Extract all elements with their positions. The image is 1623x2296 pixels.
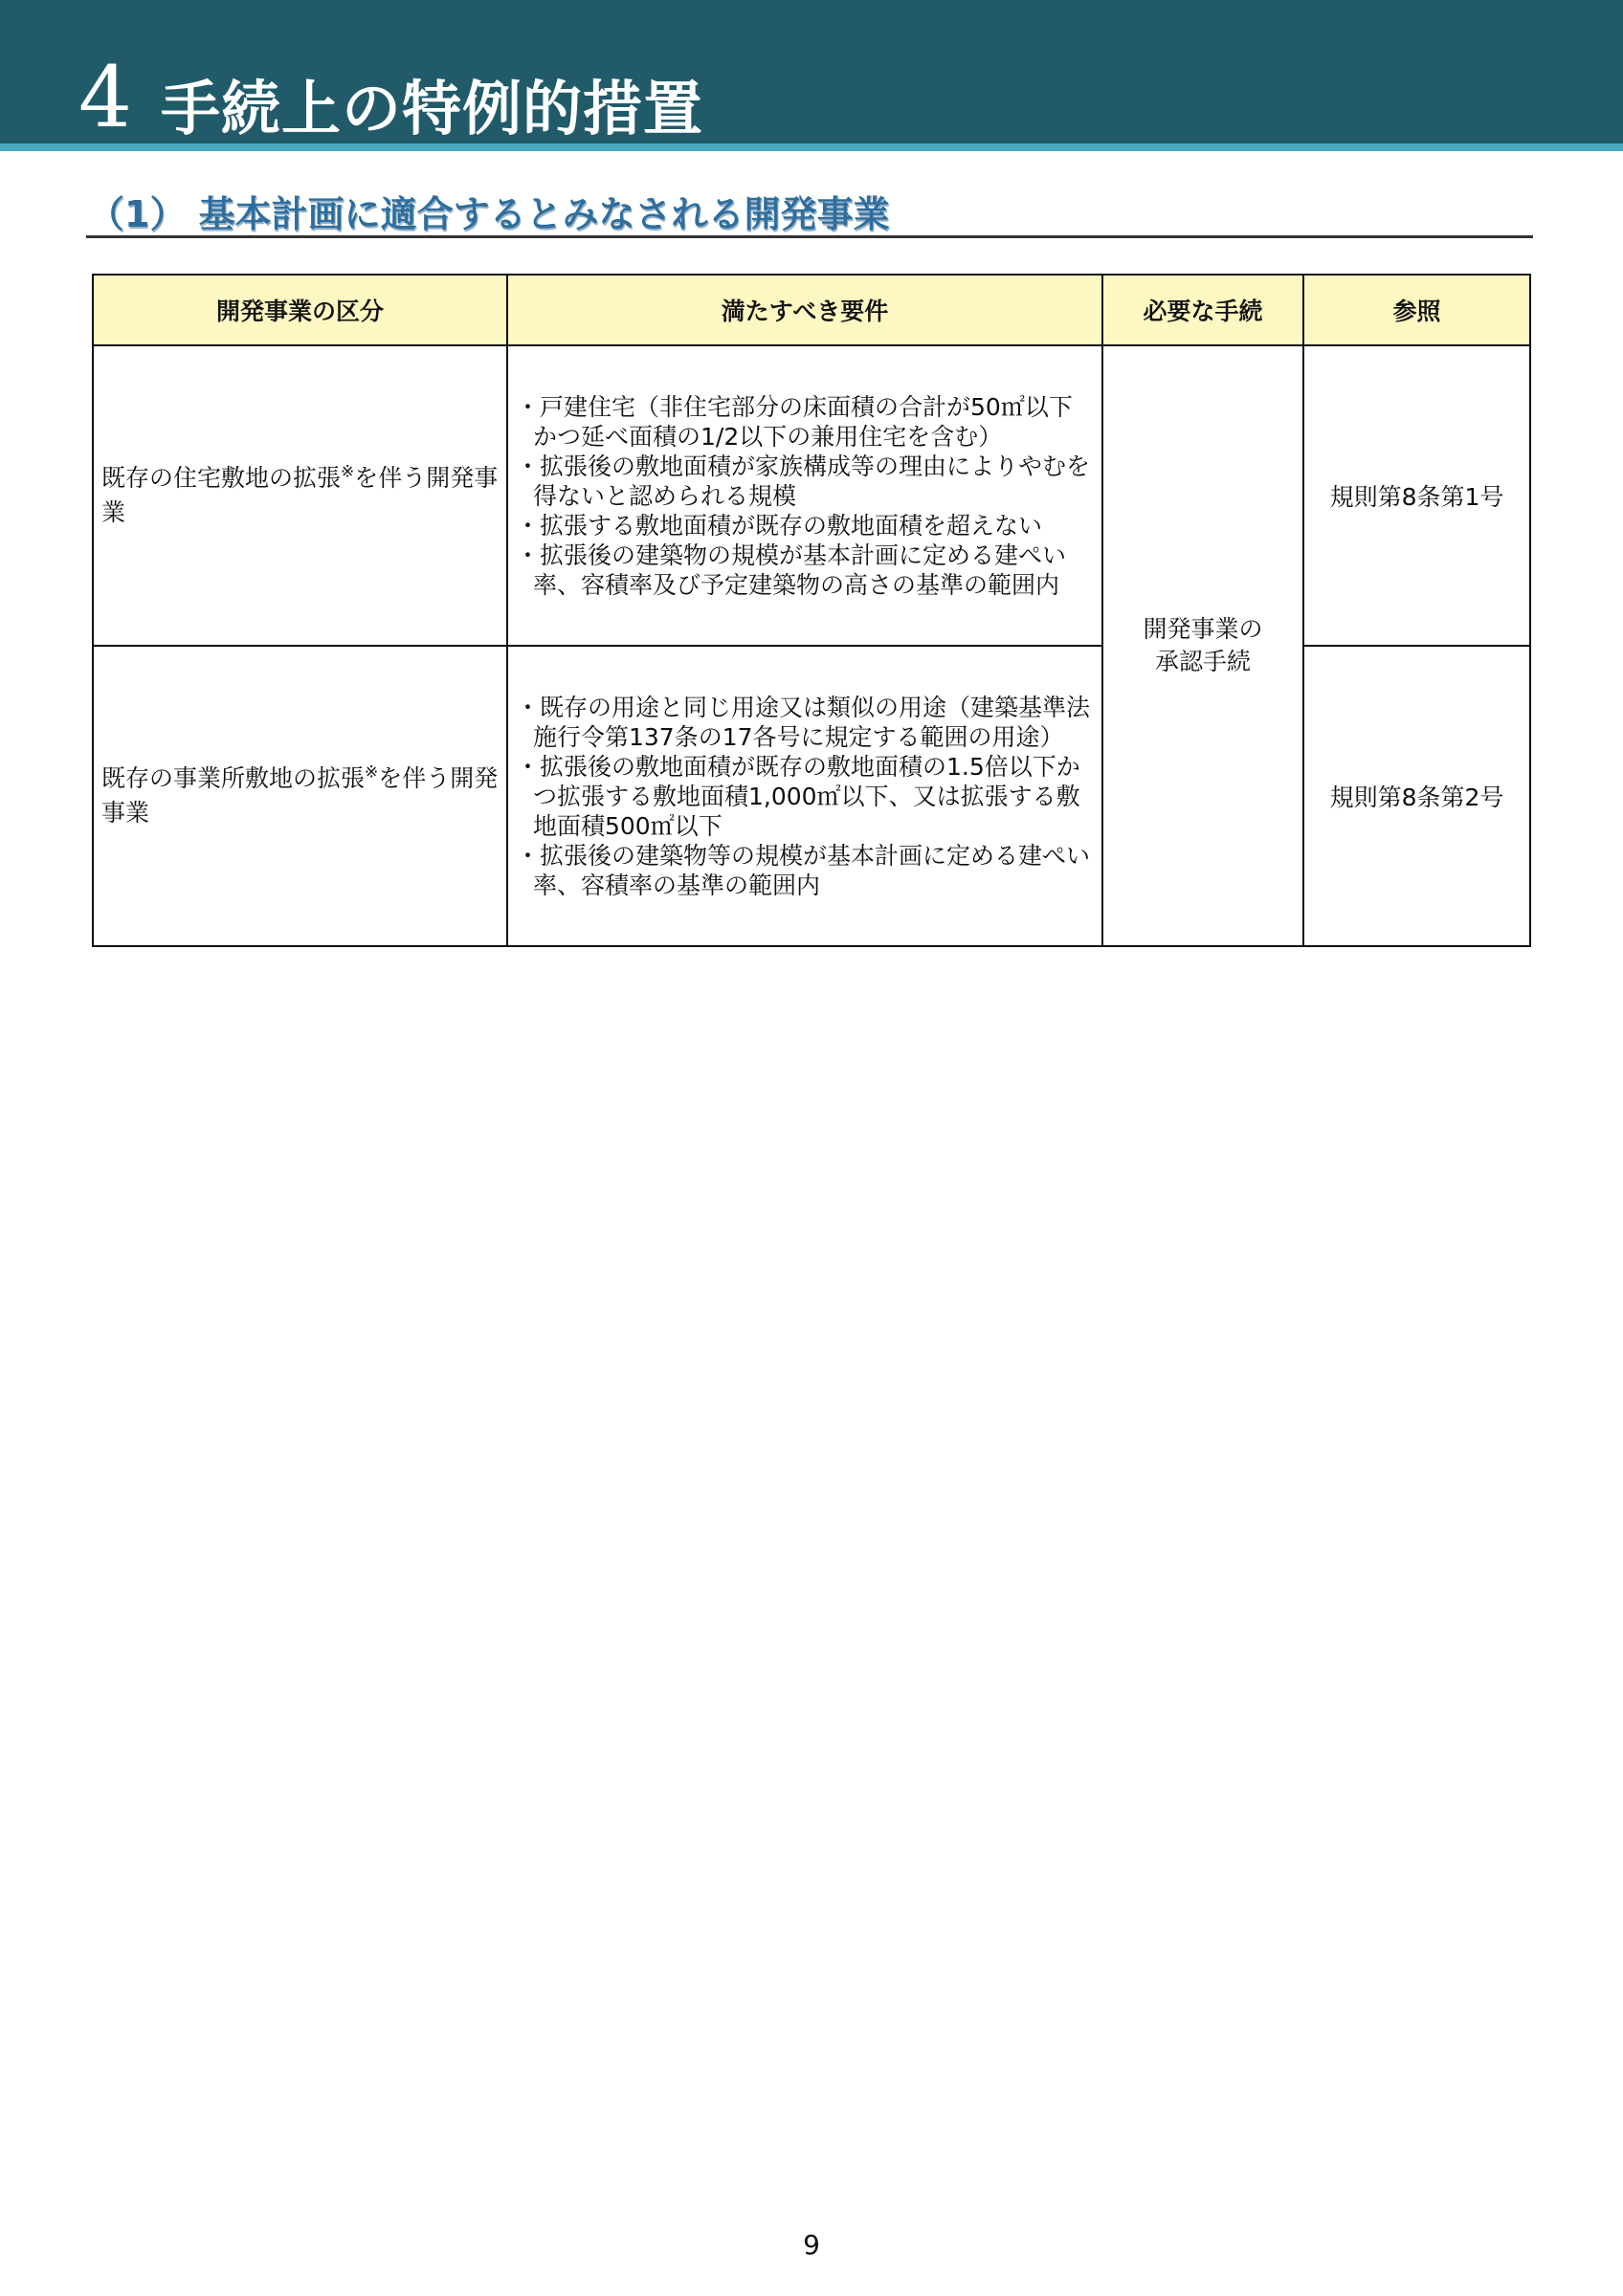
table-row bbox=[93, 646, 1530, 946]
requirements-cell bbox=[507, 345, 1102, 646]
section-underline bbox=[86, 235, 1533, 238]
category-cell bbox=[93, 345, 507, 646]
chapter-number: 4 bbox=[78, 48, 132, 146]
reference-cell: 規則第8条第1号 bbox=[1303, 345, 1530, 646]
requirements-list bbox=[516, 392, 1094, 600]
section-title: （1） 基本計画に適合するとみなされる開発事業 bbox=[88, 193, 890, 235]
category-text-suffix: を伴う開発事業 bbox=[101, 464, 499, 526]
requirement-item: ・既存の用途と同じ用途又は類似の用途（建築基準法施行令第137条の17各号に規定する範囲の用途） bbox=[516, 693, 1091, 751]
category-text: 既存の住宅敷地の拡張 bbox=[101, 464, 342, 492]
procedure-cell bbox=[1102, 345, 1303, 946]
requirements-table bbox=[92, 274, 1531, 947]
table-header-row bbox=[93, 275, 1530, 345]
category-text-suffix: を伴う開発事業 bbox=[101, 764, 499, 827]
requirement-item: ・拡張する敷地面積が既存の敷地面積を超えない bbox=[516, 511, 1043, 540]
page-number: 9 bbox=[803, 2229, 820, 2261]
category-cell bbox=[93, 646, 507, 946]
header-procedure: 必要な手続 bbox=[1102, 275, 1303, 345]
requirements-list bbox=[516, 693, 1094, 900]
header-category: 開発事業の区分 bbox=[93, 275, 507, 345]
chapter-title: 手続上の特例的措置 bbox=[161, 74, 704, 144]
note-mark: ※ bbox=[341, 462, 355, 482]
requirement-item: ・拡張後の建築物等の規模が基本計画に定める建ぺい率、容積率の基準の範囲内 bbox=[516, 841, 1091, 899]
note-mark: ※ bbox=[365, 762, 379, 783]
requirement-item: ・拡張後の敷地面積が家族構成等の理由によりやむを得ないと認められる規模 bbox=[516, 452, 1091, 510]
procedure-text: 開発事業の承認手続 bbox=[1143, 615, 1263, 675]
header-reference: 参照 bbox=[1303, 275, 1530, 345]
table-row bbox=[93, 345, 1530, 646]
header-requirements: 満たすべき要件 bbox=[507, 275, 1102, 345]
category-text: 既存の事業所敷地の拡張 bbox=[101, 764, 366, 792]
requirement-item: ・戸建住宅（非住宅部分の床面積の合計が50㎡以下かつ延べ面積の1/2以下の兼用住宅を含む） bbox=[516, 392, 1073, 451]
reference-cell: 規則第8条第2号 bbox=[1303, 646, 1530, 946]
requirement-item: ・拡張後の敷地面積が既存の敷地面積の1.5倍以下かつ拡張する敷地面積1,000㎡以下、又は拡張する敷地面積500㎡以下 bbox=[516, 752, 1080, 840]
requirement-item: ・拡張後の建築物の規模が基本計画に定める建ぺい率、容積率及び予定建築物の高さの基準の範囲内 bbox=[516, 541, 1067, 599]
requirements-cell bbox=[507, 646, 1102, 946]
